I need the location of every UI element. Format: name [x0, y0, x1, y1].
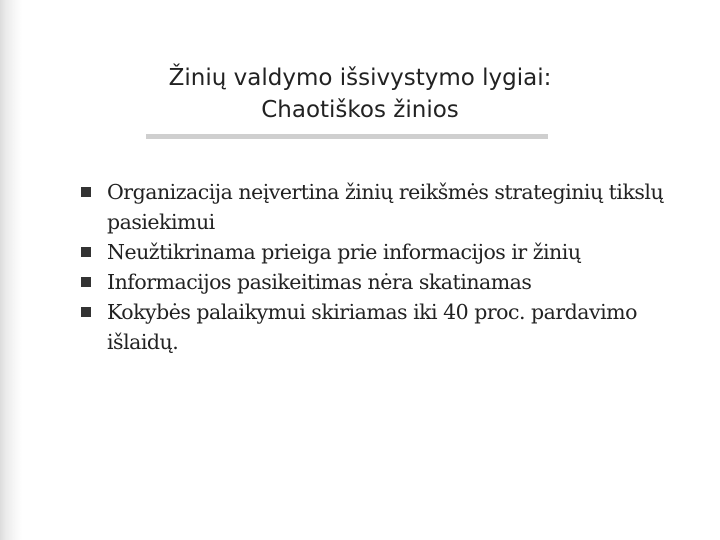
- slide-title-line-1: Žinių valdymo išsivystymo lygiai:: [168, 65, 552, 91]
- bullet-item: [78, 267, 698, 297]
- bullet-item: [78, 237, 698, 267]
- bullet-item: [78, 177, 698, 237]
- bullet-text: Organizacija neįvertina žinių reikšmės strateginių tikslų pasiekimui: [107, 180, 664, 234]
- bullet-item: [78, 297, 698, 357]
- title-underline: [146, 134, 548, 139]
- square-bullet-icon: [81, 307, 91, 317]
- bullet-text: Kokybės palaikymui skiriamas iki 40 proc. pardavimo išlaidų.: [107, 300, 637, 354]
- bullet-text: Informacijos pasikeitimas nėra skatinamas: [107, 270, 532, 294]
- square-bullet-icon: [81, 277, 91, 287]
- slide-title: [70, 62, 650, 126]
- bullet-list: [78, 177, 698, 357]
- slide-title-line-2: Chaotiškos žinios: [261, 97, 459, 123]
- square-bullet-icon: [81, 187, 91, 197]
- bullet-text: Neužtikrinama prieiga prie informacijos ir žinių: [107, 240, 581, 264]
- square-bullet-icon: [81, 247, 91, 257]
